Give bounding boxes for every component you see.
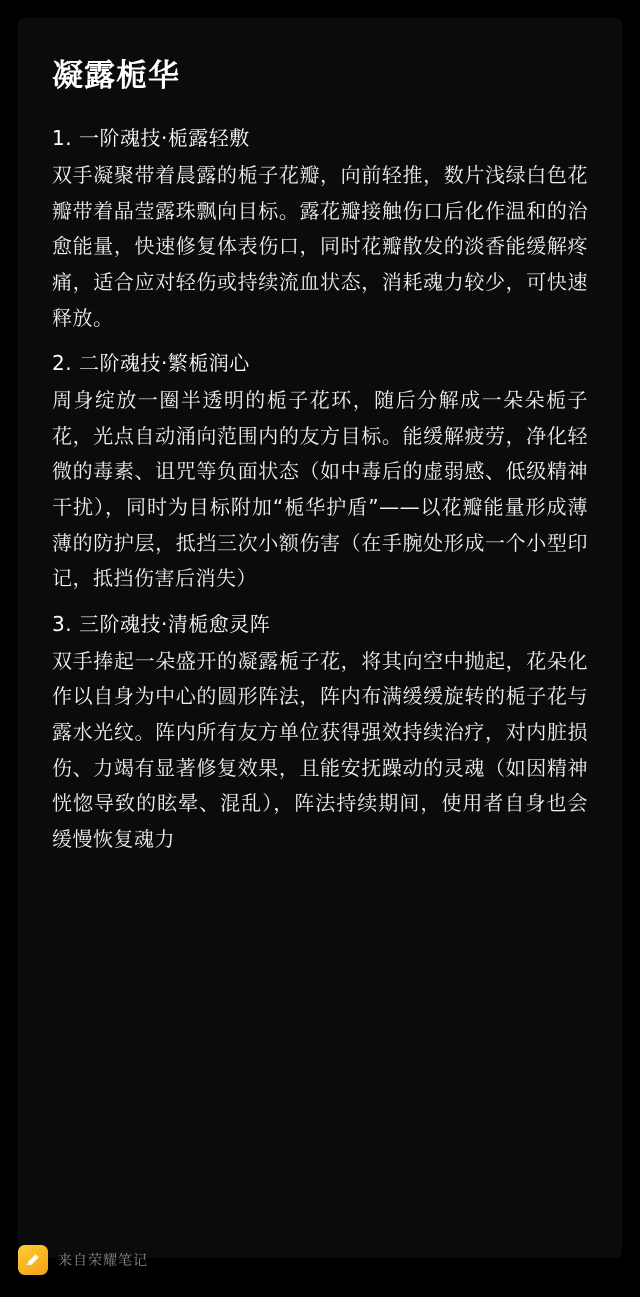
page-title: 凝露栀华 <box>52 58 180 94</box>
skill-section-1 <box>52 121 588 336</box>
skill-heading: 1. 一阶魂技·栀露轻敷 <box>52 126 250 151</box>
skill-section-3 <box>52 607 588 858</box>
pencil-note-icon <box>18 1245 48 1275</box>
skill-section-2 <box>52 346 588 597</box>
skill-heading: 2. 二阶魂技·繁栀润心 <box>52 351 250 376</box>
skill-body: 周身绽放一圈半透明的栀子花环，随后分解成一朵朵栀子花，光点自动涌向范围内的友方目标。能缓解疲劳，净化轻微的毒素、诅咒等负面状态（如中毒后的虚弱感、低级精神干扰），同时为目标附加“栀华护盾”——以花瓣能量形成薄薄的防护层，抵挡三次小额伤害（在手腕处形成一个小型印记，抵挡伤害后消失） <box>52 388 588 591</box>
note-card <box>18 18 622 1258</box>
skill-heading: 3. 三阶魂技·清栀愈灵阵 <box>52 611 271 636</box>
footer-attribution <box>18 1245 148 1275</box>
footer-label: 来自荣耀笔记 <box>58 1253 148 1269</box>
skill-body: 双手凝聚带着晨露的栀子花瓣，向前轻推，数片浅绿白色花瓣带着晶莹露珠飘向目标。露花瓣接触伤口后化作温和的治愈能量，快速修复体表伤口，同时花瓣散发的淡香能缓解疼痛，适合应对轻伤或持续流血状态，消耗魂力较少，可快速释放。 <box>52 163 588 330</box>
skill-body: 双手捧起一朵盛开的凝露栀子花，将其向空中抛起，花朵化作以自身为中心的圆形阵法，阵内布满缓缓旋转的栀子花与露水光纹。阵内所有友方单位获得强效持续治疗，对内脏损伤、力竭有显著修复效果，且能安抚躁动的灵魂（如因精神恍惚导致的眩晕、混乱），阵法持续期间，使用者自身也会缓慢恢复魂力 <box>52 648 588 851</box>
